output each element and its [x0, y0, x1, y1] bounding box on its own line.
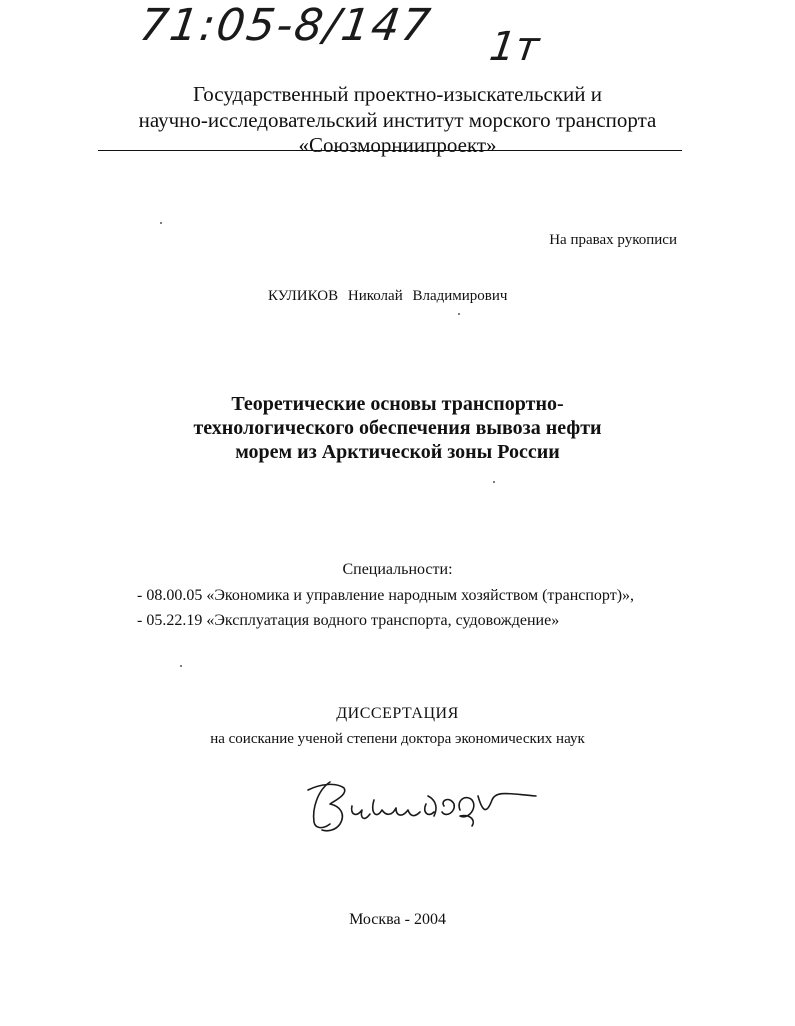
- author-signature: [300, 770, 540, 840]
- archive-number-suffix: 1т: [486, 24, 542, 70]
- title-line-3: морем из Арктической зоны России: [235, 441, 560, 463]
- scan-speck: [180, 665, 182, 667]
- place-and-year: Москва - 2004: [349, 911, 446, 928]
- title-line-1: Теоретические основы транспортно-: [231, 393, 564, 415]
- degree-line: на соискание ученой степени доктора экономических наук: [210, 731, 585, 747]
- scan-speck: [458, 313, 460, 315]
- specialty-item: - 08.00.05 «Экономика и управление народным хозяйством (транспорт)»,: [137, 587, 635, 604]
- title-line-2: технологического обеспечения вывоза нефти: [193, 417, 602, 439]
- institute-name-line-2: научно-исследовательский институт морского транспорта: [138, 108, 657, 132]
- author-name: КУЛИКОВ Николай Владимирович: [268, 288, 508, 304]
- document-type: ДИССЕРТАЦИЯ: [336, 705, 459, 722]
- institute-name-line-1: Государственный проектно-изыскательский и: [192, 82, 603, 106]
- archive-number: 71:05-8/147: [136, 0, 436, 51]
- scan-speck: [493, 481, 495, 483]
- institute-name-line-3: «Союзморниипроект»: [298, 133, 497, 157]
- specialties-heading: Специальности:: [342, 561, 453, 578]
- specialty-item: - 05.22.19 «Эксплуатация водного транспорта, судовождение»: [137, 612, 560, 629]
- manuscript-note: На правах рукописи: [549, 232, 677, 248]
- scan-speck: [160, 222, 162, 224]
- header-divider: [98, 150, 682, 151]
